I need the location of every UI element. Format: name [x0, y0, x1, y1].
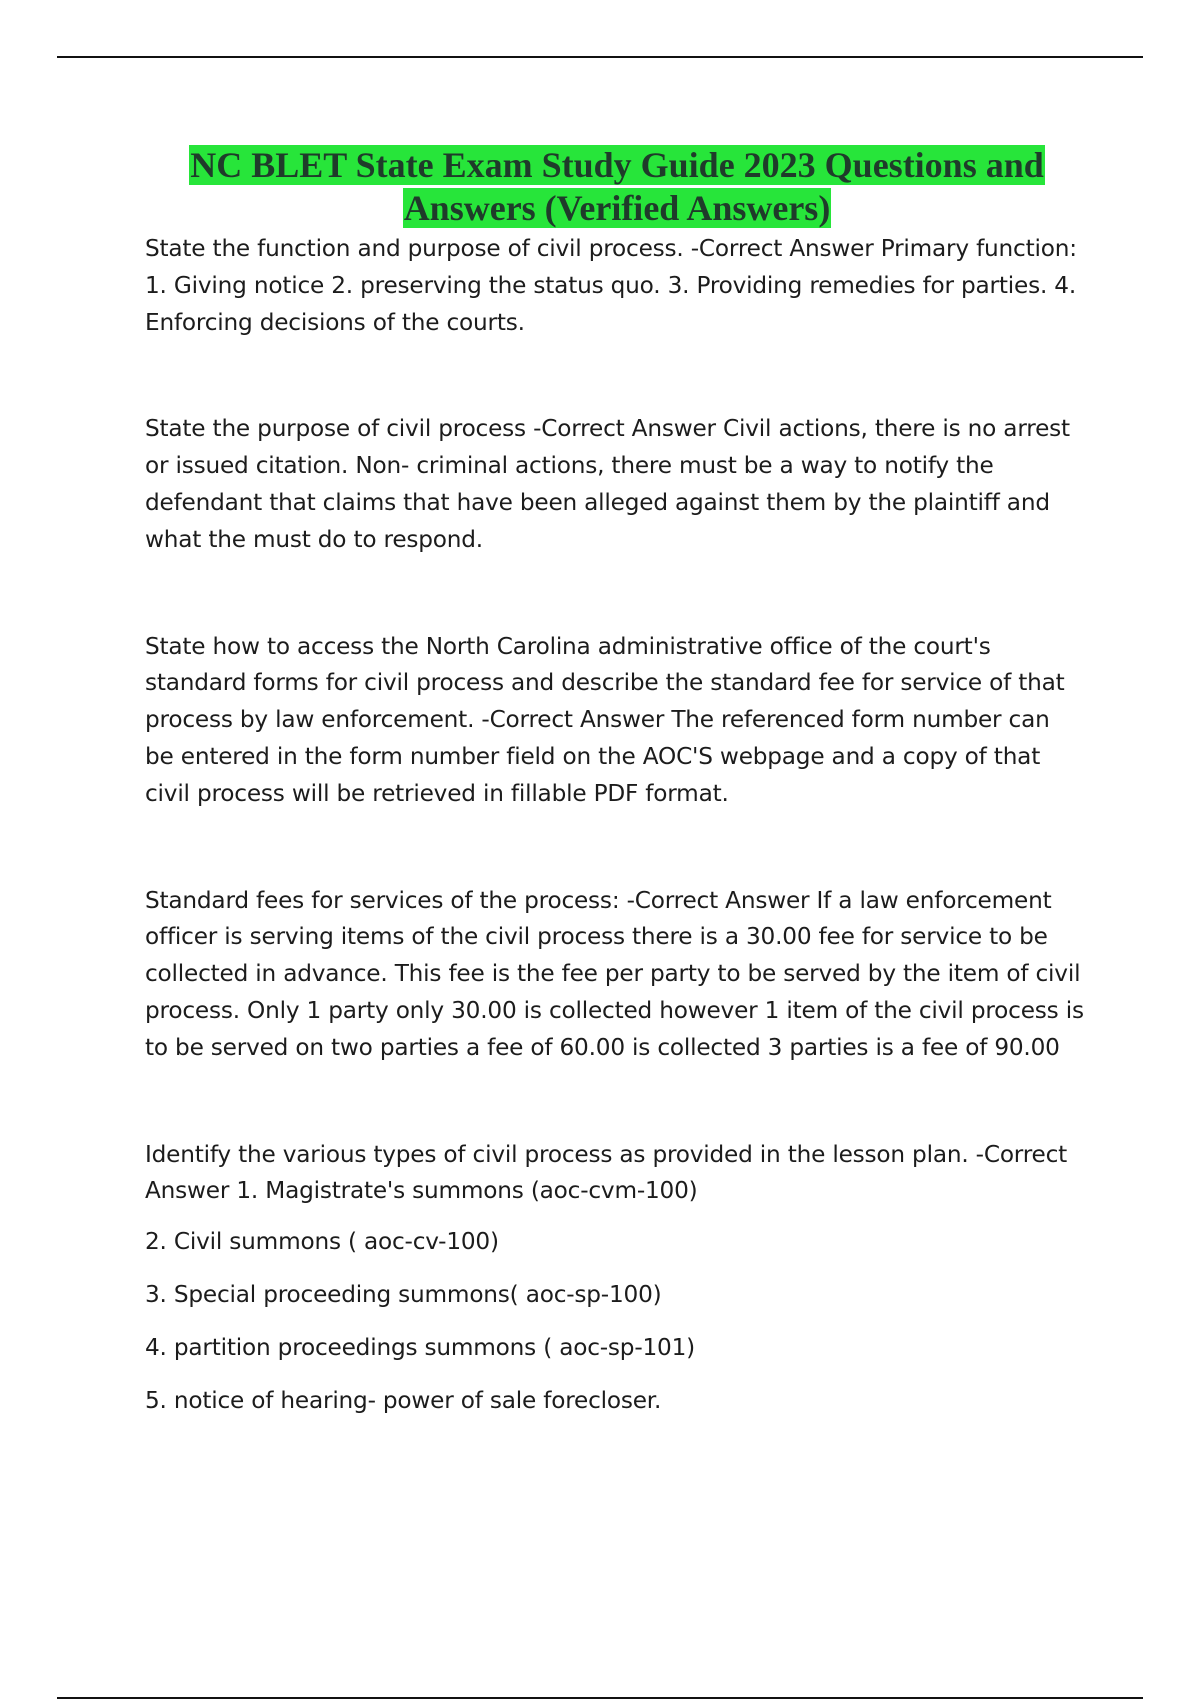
qa-entry-3: State how to access the North Carolina administrative office of the court's standard forms for civil process and describe the standard fee for service of that process by law enforcement. -Correct Answer The referenced form number can be entered in the form number field on the AOC'S webpage and a copy of that civil process will be retrieved in fillable PDF format. — [145, 632, 1065, 807]
title-line-2: Answers (Verified Answers) — [403, 188, 831, 228]
bottom-divider — [57, 1697, 1143, 1699]
qa-entry-1: State the function and purpose of civil process. -Correct Answer Primary function: 1. Giving notice 2. preserving the status quo. 3. Providing remedies for parties. 4. Enforcing decisions of the courts. — [145, 235, 1077, 336]
document-title — [145, 144, 1089, 230]
qa-entry-4: Standard fees for services of the process: -Correct Answer If a law enforcement officer is serving items of the civil process there is a 30.00 fee for service to be collected in advance. This fee is the fee per party to be served by the item of civil process. Only 1 party only 30.00 is collected however 1 item of the civil process is to be served on two parties a fee of 60.00 is collected 3 parties is a fee of 90.00 — [145, 886, 1084, 1061]
top-divider — [57, 56, 1143, 58]
qa-entry-5: Identify the various types of civil process as provided in the lesson plan. -Correct Answer 1. Magistrate's summons (aoc-cvm-100) — [145, 1140, 1068, 1205]
title-line-1: NC BLET State Exam Study Guide 2023 Questions and — [190, 145, 1044, 185]
list-item: 3. Special proceeding summons( aoc-sp-100) — [145, 1280, 662, 1308]
qa-entry-2: State the purpose of civil process -Correct Answer Civil actions, there is no arrest or issued citation. Non- criminal actions, there must be a way to notify the defendant that claims that have been alleged against them by the plaintiff and what the must do to respond. — [145, 415, 1070, 553]
list-item: 5. notice of hearing- power of sale forecloser. — [145, 1386, 662, 1414]
list-item: 4. partition proceedings summons ( aoc-sp-101) — [145, 1333, 695, 1361]
document-body — [145, 231, 1085, 1419]
list-item: 2. Civil summons ( aoc-cv-100) — [145, 1228, 499, 1256]
